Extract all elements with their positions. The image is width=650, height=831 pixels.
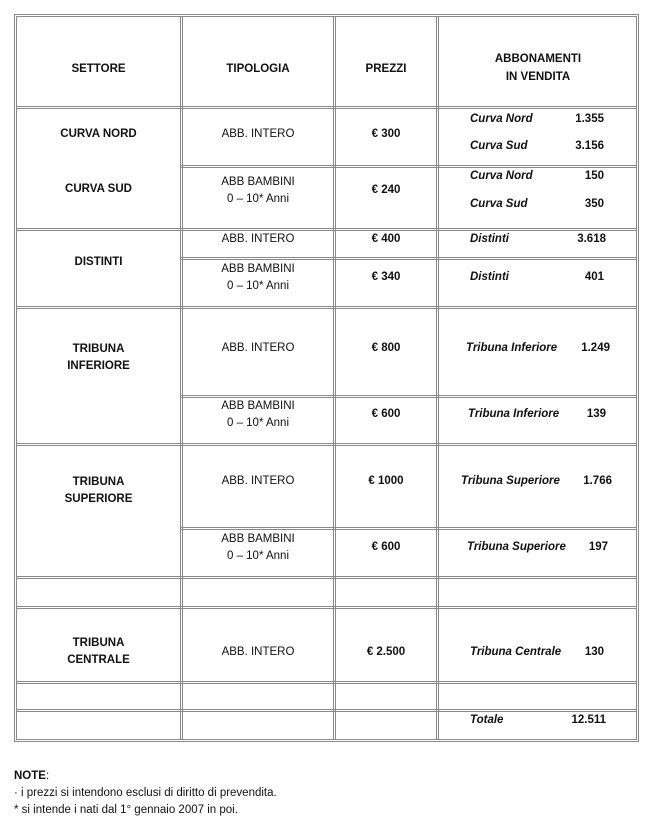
sales-label: Tribuna Superiore — [467, 541, 566, 553]
type-intero: ABB. INTERO — [221, 646, 295, 658]
sales-label: Curva Nord — [470, 170, 533, 182]
type-bambini: ABB BAMBINI — [221, 400, 295, 412]
totale-value: 12.511 — [571, 714, 606, 726]
type-bambini: ABB BAMBINI — [221, 263, 295, 275]
sales-label: Distinti — [470, 233, 509, 245]
price-distinti-intero: € 400 — [371, 233, 401, 245]
price-curve-intero: € 300 — [371, 128, 401, 140]
header-abbonamenti-2: IN VENDITA — [505, 71, 571, 83]
sales-label: Curva Sud — [470, 140, 528, 152]
header-tipologia: TIPOLOGIA — [226, 63, 290, 75]
sector-tribuna-superiore: TRIBUNA — [72, 476, 125, 488]
note-line: * si intende i nati dal 1° gennaio 2007 in poi. — [14, 804, 238, 816]
type-intero: ABB. INTERO — [221, 342, 295, 354]
sector-curva-nord: CURVA NORD — [60, 128, 137, 140]
sales-label: Tribuna Inferiore — [466, 342, 558, 354]
header-abbonamenti-1: ABBONAMENTI — [494, 53, 582, 65]
sales-label: Tribuna Inferiore — [468, 408, 560, 420]
sector-tribuna-inferiore-2: INFERIORE — [67, 360, 130, 372]
type-intero: ABB. INTERO — [221, 128, 295, 140]
price-superiore-intero: € 1000 — [368, 475, 404, 487]
sales-value: 139 — [586, 408, 606, 420]
type-intero: ABB. INTERO — [221, 475, 295, 487]
price-inferiore-intero: € 800 — [371, 342, 401, 354]
type-bambini-age: 0 – 10* Anni — [226, 193, 290, 205]
price-curve-bambini: € 240 — [371, 184, 401, 196]
price-inferiore-bambini: € 600 — [371, 408, 401, 420]
sales-value: 197 — [588, 541, 608, 553]
sales-value: 350 — [584, 198, 604, 210]
sales-value: 1.355 — [575, 113, 604, 125]
sales-label: Curva Sud — [470, 198, 528, 210]
sales-value: 3.156 — [575, 140, 604, 152]
price-centrale-intero: € 2.500 — [366, 646, 406, 658]
sector-tribuna-superiore-2: SUPERIORE — [64, 493, 133, 505]
sales-label: Distinti — [470, 271, 509, 283]
header-settore: SETTORE — [71, 63, 126, 75]
sales-label: Curva Nord — [470, 113, 533, 125]
sector-tribuna-inferiore: TRIBUNA — [72, 343, 125, 355]
sector-distinti: DISTINTI — [74, 256, 123, 268]
totale-label: Totale — [470, 714, 504, 726]
sales-value: 150 — [584, 170, 604, 182]
type-bambini-age: 0 – 10* Anni — [226, 550, 290, 562]
sales-value: 1.249 — [581, 342, 610, 354]
type-intero: ABB. INTERO — [221, 233, 295, 245]
sector-tribuna-centrale-2: CENTRALE — [67, 654, 130, 666]
type-bambini-age: 0 – 10* Anni — [226, 280, 290, 292]
type-bambini: ABB BAMBINI — [221, 533, 295, 545]
sector-curva-sud: CURVA SUD — [65, 183, 132, 195]
price-distinti-bambini: € 340 — [371, 271, 401, 283]
sales-value: 1.766 — [583, 475, 612, 487]
type-bambini: ABB BAMBINI — [221, 176, 295, 188]
sales-label: Tribuna Superiore — [461, 475, 560, 487]
sales-label: Tribuna Centrale — [470, 646, 562, 658]
notes-title: NOTE — [14, 770, 46, 782]
sales-value: 3.618 — [577, 233, 606, 245]
header-prezzi: PREZZI — [365, 63, 407, 75]
note-line: · i prezzi si intendono esclusi di diritto di prevendita. — [14, 787, 277, 799]
notes-section: NOTE: · i prezzi si intendono esclusi di diritto di prevendita. * si intende i nati dal 1° gennaio 2007 in poi. — [14, 768, 277, 819]
type-bambini-age: 0 – 10* Anni — [226, 417, 290, 429]
price-superiore-bambini: € 600 — [371, 541, 401, 553]
sales-value: 130 — [584, 646, 604, 658]
sales-value: 401 — [584, 271, 604, 283]
sector-tribuna-centrale: TRIBUNA — [72, 637, 125, 649]
